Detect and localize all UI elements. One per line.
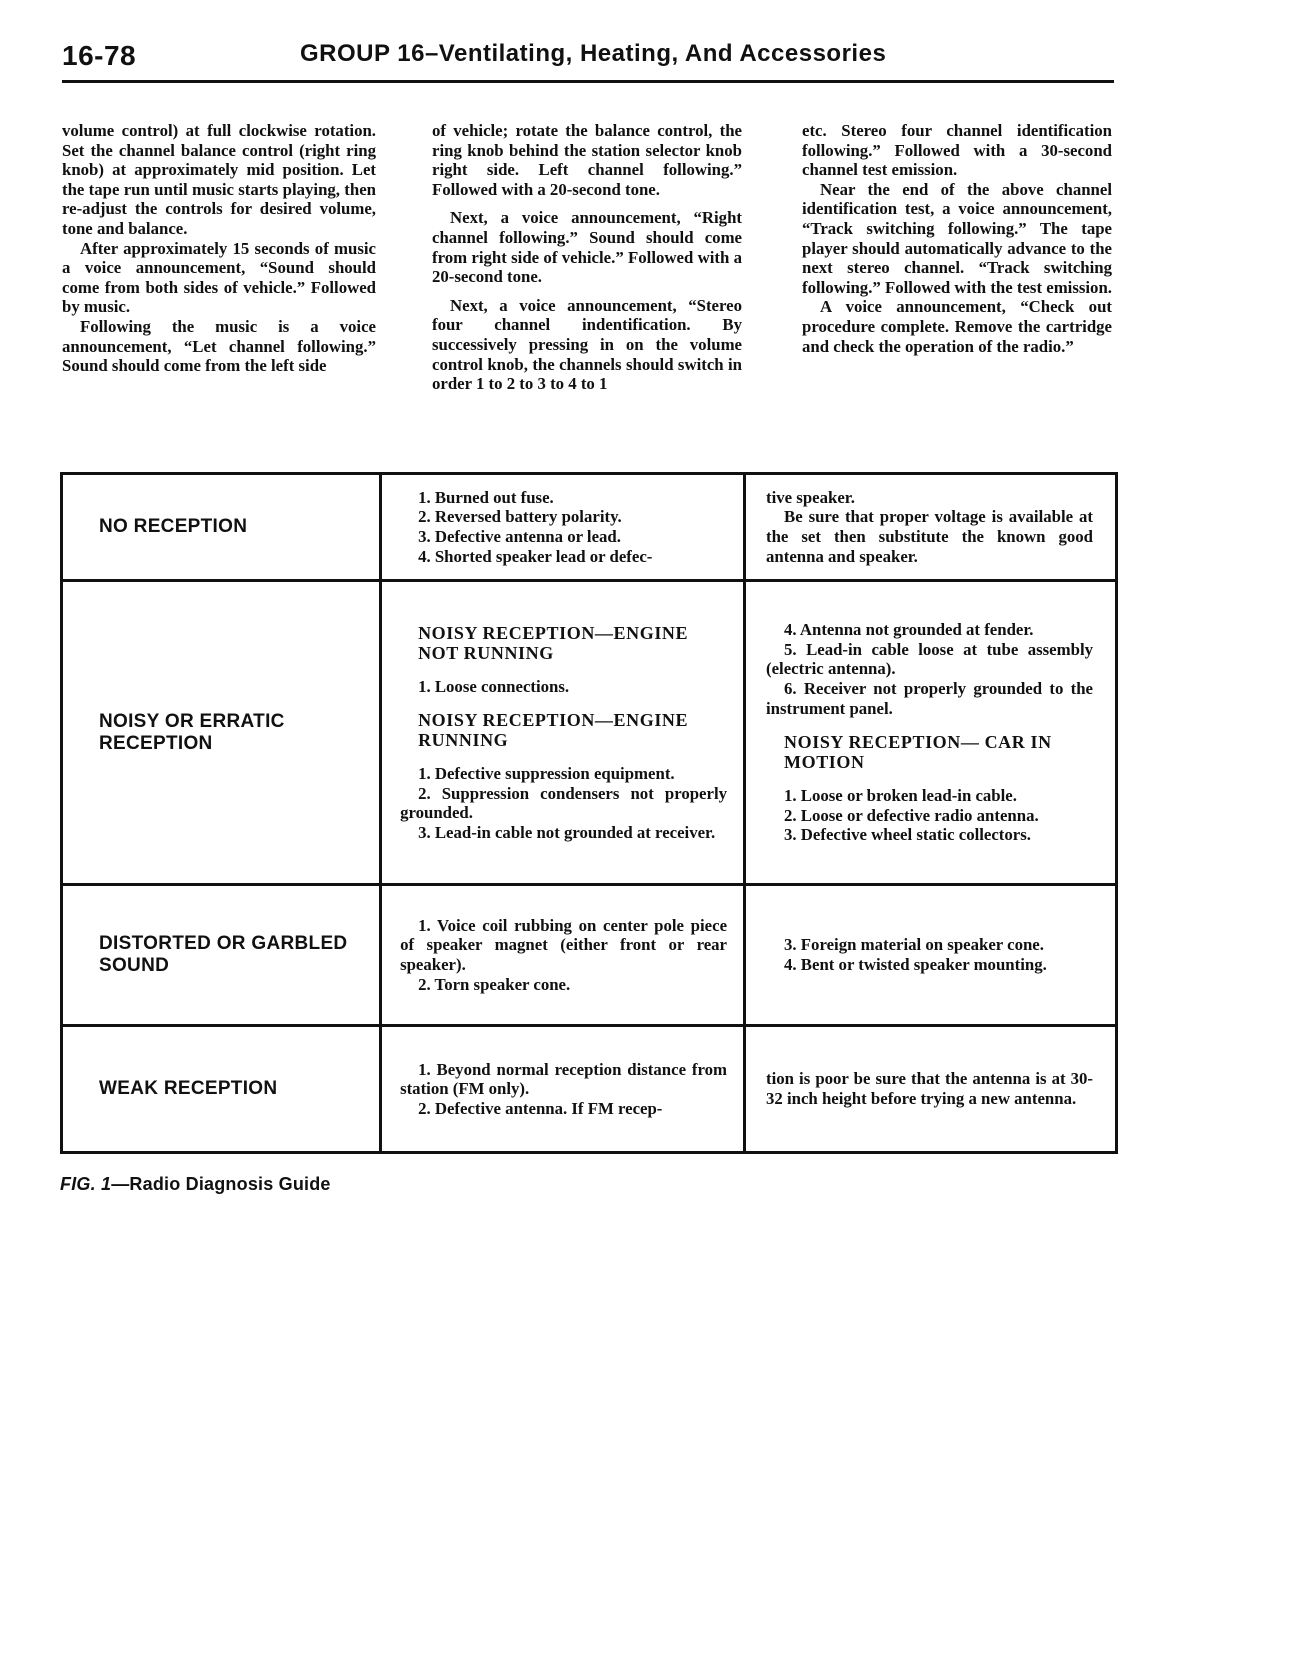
cause-cell: [745, 581, 1117, 885]
cause-item: 3. Defective antenna or lead.: [418, 527, 621, 546]
cause-item: 1. Voice coil rubbing on center pole piece of speaker magnet (either front or rear speaker).: [400, 915, 728, 974]
cause-item: 2. Defective antenna. If FM recep-: [418, 1098, 663, 1118]
cause-item: 1. Loose or broken lead-in cable.: [784, 786, 1017, 806]
paragraph: volume control) at full clockwise rotation. Set the channel balance control (right ring knob) at approximately mid position. Let the tape run until music starts playing, then re-adjust the controls for desired volume, tone and balance.: [62, 121, 376, 238]
cause-cell: [381, 885, 745, 1026]
subheading: NOISY RECEPTION— CAR IN MOTION: [784, 732, 1052, 773]
header-rule: [62, 80, 1114, 83]
text-column-1: [62, 121, 376, 376]
cause-item: 1. Beyond normal reception distance from station (FM only).: [400, 1059, 728, 1099]
paragraph: of vehicle; rotate the balance control, the ring knob behind the station selector knob right side. Left channel following.” Followed with a 20-second tone.: [432, 121, 742, 199]
figure-caption: [60, 1174, 331, 1195]
paragraph: Following the music is a voice announcement, “Let channel following.” Sound should come from the left side: [62, 316, 376, 376]
figure-title: —Radio Diagnosis Guide: [111, 1174, 331, 1194]
group-title: GROUP 16–Ventilating, Heating, And Accessories: [300, 40, 887, 67]
figure-label: FIG. 1: [60, 1174, 112, 1194]
subheading: NOISY RECEPTION—ENGINE RUNNING: [418, 710, 689, 751]
cause-item: 2. Reversed battery polarity.: [418, 507, 622, 527]
cause-item: 4. Antenna not grounded at fender.: [784, 620, 1034, 640]
cause-item: tive speaker.: [766, 487, 855, 507]
table-row: [62, 474, 1117, 581]
cause-item: 1. Burned out fuse.: [418, 487, 554, 507]
cause-cell: [381, 474, 745, 581]
cause-item: 3. Lead-in cable not grounded at receiver.: [418, 822, 716, 842]
paragraph: Next, a voice announcement, “Stereo four channel indentification. By successively pressing in on the volume control knob, the channels should switch in order 1 to 2 to 3 to 4 to 1: [432, 295, 742, 394]
paragraph: A voice announcement, “Check out procedure complete. Remove the cartridge and check the operation of the radio.”: [802, 297, 1112, 356]
cause-item: 3. Foreign material on speaker cone.: [784, 935, 1044, 955]
page-number: 16-78: [62, 40, 137, 71]
cause-cell: [745, 885, 1117, 1026]
text-column-2: [432, 121, 742, 394]
paragraph: Next, a voice announcement, “Right channel following.” Sound should come from right side of vehicle.” Followed with a 20-second tone.: [432, 208, 742, 287]
cause-cell: [745, 474, 1117, 581]
cause-item: 3. Defective wheel static collectors.: [784, 825, 1031, 845]
paragraph: Near the end of the above channel identification test, a voice announcement, “Track switching following.” The tape player should automatically advance to the next stereo channel. “Track switching following.” Followed with the test emission.: [802, 179, 1112, 297]
table-row: [62, 581, 1117, 885]
paragraph: After approximately 15 seconds of music a voice announcement, “Sound should come from both sides of vehicle.” Followed by music.: [62, 238, 376, 317]
condition-cell: DISTORTED OR GARBLED SOUND: [62, 885, 381, 1026]
condition-cell: NOISY OR ERRATIC RECEPTION: [62, 581, 381, 885]
cause-item: 5. Lead-in cable loose at tube assembly (electric antenna).: [766, 639, 1093, 679]
subheading: NOISY RECEPTION—ENGINE NOT RUNNING: [418, 622, 689, 663]
cause-item: 2. Torn speaker cone.: [418, 974, 571, 994]
cause-item: 1. Loose connections.: [418, 676, 570, 696]
cause-item: 2. Suppression condensers not properly grounded.: [400, 783, 728, 823]
cause-item: 4. Bent or twisted speaker mounting.: [784, 955, 1047, 974]
cause-cell: [381, 581, 745, 885]
cause-item: 2. Loose or defective radio antenna.: [784, 805, 1039, 825]
cause-item: 6. Receiver not properly grounded to the instrument panel.: [766, 678, 1093, 718]
page-header: [62, 38, 1114, 82]
radio-diagnosis-table: [60, 472, 1118, 1154]
paragraph: etc. Stereo four channel identification following.” Followed with a 30-second channel test emission.: [802, 121, 1112, 180]
table-row: [62, 1026, 1117, 1153]
text-column-3: [802, 121, 1112, 356]
condition-cell: NO RECEPTION: [62, 474, 381, 581]
cause-item: 4. Shorted speaker lead or defec-: [418, 546, 653, 566]
cause-cell: [745, 1026, 1117, 1153]
cause-cell: [381, 1026, 745, 1153]
condition-cell: WEAK RECEPTION: [62, 1026, 381, 1153]
cause-item: 1. Defective suppression equipment.: [418, 764, 675, 784]
table-row: [62, 885, 1117, 1026]
cause-item: tion is poor be sure that the antenna is at 30-32 inch height before trying a new antenna.: [766, 1069, 1093, 1108]
body-text: [62, 121, 1122, 421]
cause-note: Be sure that proper voltage is available at the set then substitute the known good antenna and speaker.: [766, 507, 1093, 566]
